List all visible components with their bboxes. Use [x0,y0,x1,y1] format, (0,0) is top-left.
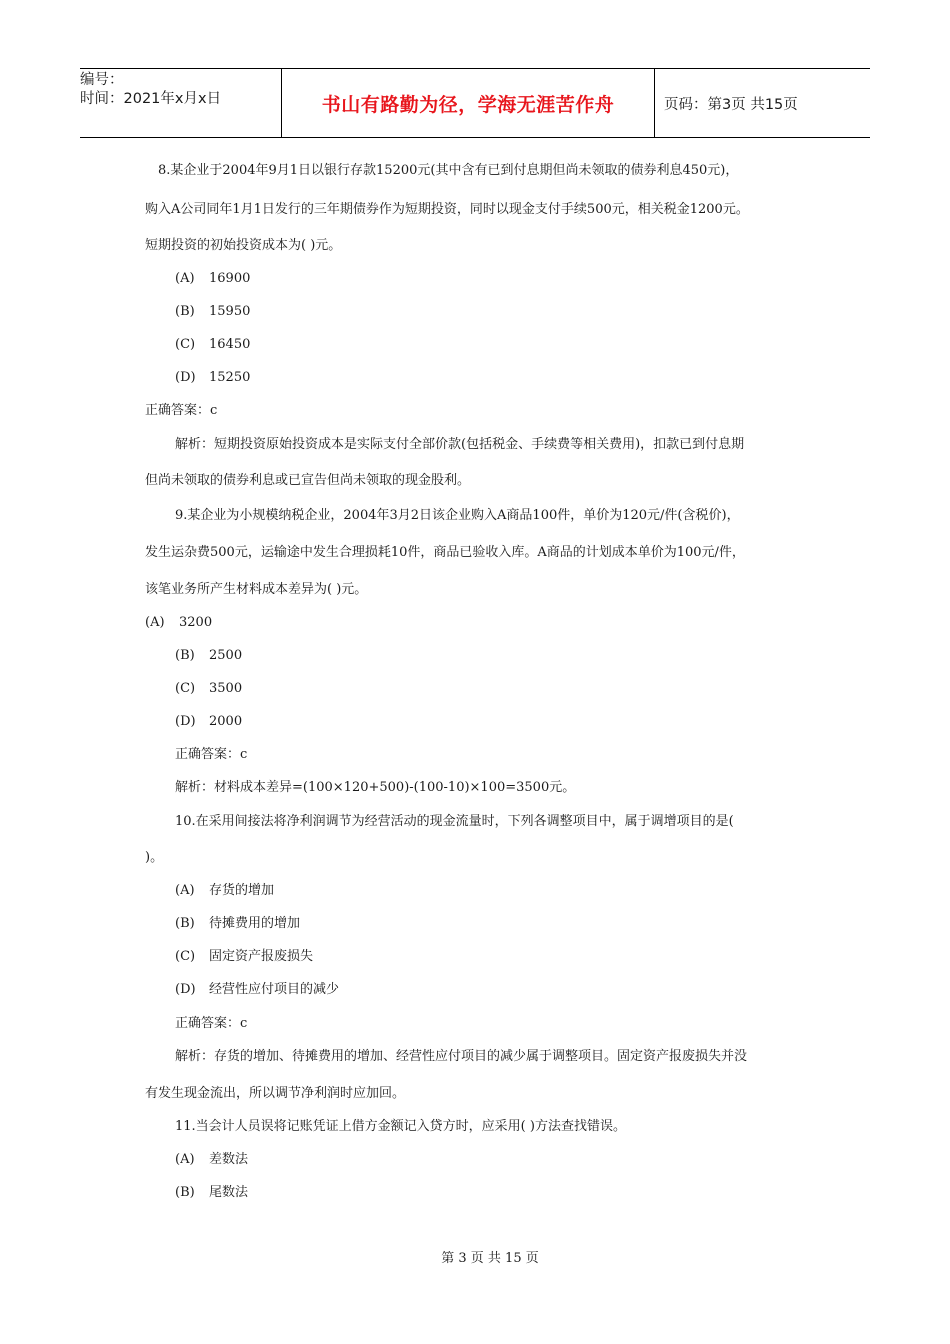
q11-line-1: 11.当会计人员误将记账凭证上借方金额记入贷方时，应采用( )方法查找错误。 [175,1119,626,1134]
option-label: (C) [175,949,196,964]
option-label: (B) [175,1185,195,1200]
option-text: 16450 [209,337,251,352]
q8-line-2: 购入A公司同年1月1日发行的三年期债券作为短期投资，同时以现金支付手续500元，相关税金1200元。 [145,202,749,217]
q10-option-c [175,948,313,966]
q10-explanation-1: 解析：存货的增加、待摊费用的增加、经营性应付项目的减少属于调整项目。固定资产报废损失并没 [175,1049,748,1064]
header-page-number: 页码：第3页 共15页 [664,96,798,113]
q9-line-1: 9.某企业为小规模纳税企业，2004年3月2日该企业购入A商品100件，单价为120元/件(含税价)， [175,508,740,523]
option-text: 3200 [179,615,213,630]
q10-line-2: )。 [145,850,164,865]
option-text: 差数法 [209,1152,249,1167]
option-label: (D) [175,714,196,729]
option-text: 尾数法 [209,1185,249,1200]
q8-option-d [175,369,250,387]
q11-option-b [175,1184,248,1202]
option-text: 固定资产报废损失 [209,949,314,964]
q10-option-d [175,981,339,999]
q9-explanation-1: 解析：材料成本差异=(100×120+500)-(100-10)×100=3500元。 [175,780,576,795]
option-text: 15250 [209,370,251,385]
q8-line-1: 8.某企业于2004年9月1日以银行存款15200元(其中含有已到付息期但尚未领取的债券利息450元)， [158,163,739,178]
q8-option-c [175,336,250,354]
q9-line-2: 发生运杂费500元，运输途中发生合理损耗10件，商品已验收入库。A商品的计划成本单价为100元/件， [145,545,745,560]
option-text: 待摊费用的增加 [209,916,301,931]
document-date: 时间：2021年x月x日 [80,91,222,107]
q10-explanation-2: 有发生现金流出，所以调节净利润时应加回。 [145,1086,406,1101]
q8-explanation-2: 但尚未领取的债券利息或已宣告但尚未领取的现金股利。 [145,473,471,488]
option-label: (A) [175,883,195,898]
option-label: (D) [175,982,196,997]
option-label: (A) [175,271,195,286]
option-label: (A) [175,1152,195,1167]
q8-option-b [175,303,250,321]
q9-option-a [145,614,212,632]
q8-line-3: 短期投资的初始投资成本为( )元。 [145,238,342,253]
option-label: (B) [175,916,195,931]
header-meta [80,69,280,137]
option-text: 存货的增加 [209,883,275,898]
page-footer: 第 3 页 共 15 页 [441,1251,539,1266]
q8-answer: 正确答案：c [145,403,218,418]
q8-explanation-1: 解析：短期投资原始投资成本是实际支付全部价款(包括税金、手续费等相关费用)，扣款已到付息期 [175,437,745,452]
header-motto: 书山有路勤为径，学海无涯苦作舟 [281,69,655,137]
page-header [80,68,870,138]
q9-line-3: 该笔业务所产生材料成本差异为( )元。 [145,582,368,597]
q9-answer: 正确答案：c [175,747,248,762]
option-text: 15950 [209,304,251,319]
option-label: (D) [175,370,196,385]
option-text: 经营性应付项目的减少 [209,982,340,997]
option-label: (A) [145,615,165,630]
option-text: 3500 [209,681,243,696]
q10-option-a [175,882,274,900]
q10-option-b [175,915,300,933]
option-label: (B) [175,648,195,663]
option-label: (C) [175,337,196,352]
option-label: (B) [175,304,195,319]
q9-option-d [175,713,242,731]
q11-option-a [175,1151,248,1169]
option-label: (C) [175,681,196,696]
document-number-label: 编号： [80,72,124,88]
q9-option-c [175,680,242,698]
q10-answer: 正确答案：c [175,1016,248,1031]
q10-line-1: 10.在采用间接法将净利润调节为经营活动的现金流量时，下列各调整项目中，属于调增项目的是( [175,814,734,829]
option-text: 16900 [209,271,251,286]
option-text: 2000 [209,714,243,729]
q8-option-a [175,270,250,288]
q9-option-b [175,647,242,665]
option-text: 2500 [209,648,243,663]
